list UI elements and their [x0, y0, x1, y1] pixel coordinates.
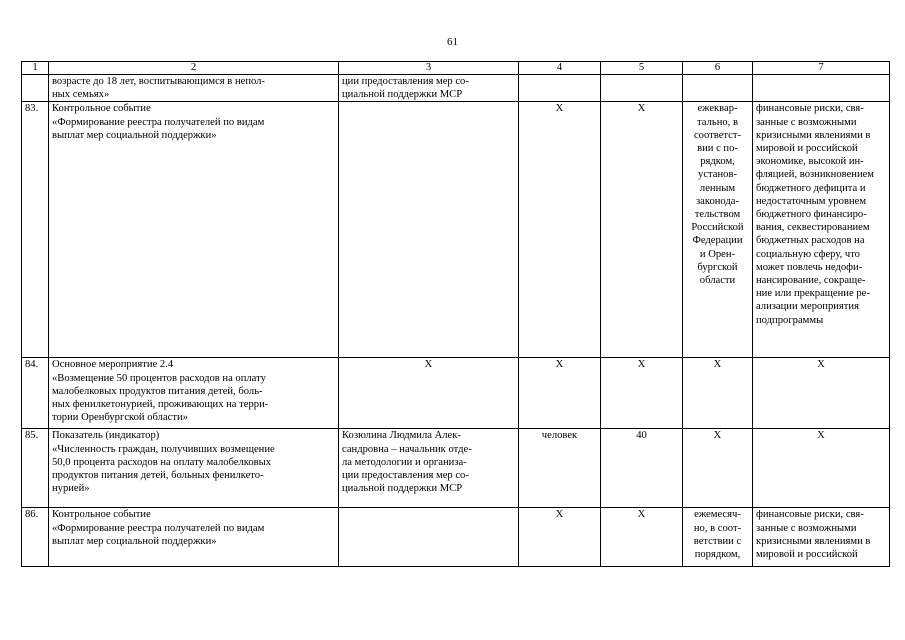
header-cell: 3: [339, 62, 519, 75]
row-description: Контрольное событие «Формирование реестра получателей по видам выплат мер социальной поддержки»: [49, 102, 339, 358]
row-value: X: [601, 508, 683, 567]
table-row: [22, 508, 890, 567]
header-cell: 1: [22, 62, 49, 75]
row-number: 85.: [22, 429, 49, 508]
row-unit: [519, 75, 601, 102]
header-row: [22, 62, 890, 75]
row-value: X: [601, 102, 683, 358]
row-description: Основное мероприятие 2.4 «Возмещение 50 процентов расходов на оплату малобелковых продуктов питания детей, боль- ных фенилкетонурией, проживающих на терри- тории Оренбургской области»: [49, 358, 339, 429]
header-cell: 5: [601, 62, 683, 75]
table-row: [22, 358, 890, 429]
row-value: X: [601, 358, 683, 429]
row-value: [601, 75, 683, 102]
row-responsible: X: [339, 358, 519, 429]
row-responsible: [339, 508, 519, 567]
row-period: X: [683, 358, 753, 429]
header-cell: 2: [49, 62, 339, 75]
row-unit: человек: [519, 429, 601, 508]
row-period: ежемесяч- но, в соот- ветствии с порядком,: [683, 508, 753, 567]
row-number: [22, 75, 49, 102]
row-period: [683, 75, 753, 102]
row-period: X: [683, 429, 753, 508]
row-responsible: Козюлина Людмила Алек- сандровна – начальник отде- ла методологии и организа- ции предоставления мер со- циальной поддержки МСР: [339, 429, 519, 508]
row-risks: финансовые риски, свя- занные с возможными кризисными явлениями в мировой и российской: [753, 508, 890, 567]
table-row: [22, 429, 890, 508]
table-row: [22, 102, 890, 358]
page-number: 61: [447, 36, 458, 48]
row-risks: финансовые риски, свя- занные с возможными кризисными явлениями в мировой и российской экономике, высокой ин- фляцией, возникновением бюджетного дефицита и недостаточным уровнем бюджетного финансиро- вания, секвестированием бюджетных расходов на социальную сферу, что может повлечь недофи- нансирование, сокраще- ние или прекращение ре- ализации мероприятия подпрограммы: [753, 102, 890, 358]
row-risks: X: [753, 358, 890, 429]
row-description: Показатель (индикатор) «Численность граждан, получивших возмещение 50,0 процента расходов на оплату малобелковых продуктов питания детей, больных фенилкето- нурией»: [49, 429, 339, 508]
row-responsible: ции предоставления мер со- циальной поддержки МСР: [339, 75, 519, 102]
row-unit: X: [519, 508, 601, 567]
row-description: возрасте до 18 лет, воспитывающимся в непол- ных семьях»: [49, 75, 339, 102]
header-cell: 7: [753, 62, 890, 75]
row-period: ежеквар- тально, в соответст- вии с по- рядком, установ- ленным законода- тельством Российской Федерации и Орен- бургской области: [683, 102, 753, 358]
row-risks: [753, 75, 890, 102]
table-row: [22, 75, 890, 102]
plan-table: [21, 61, 890, 567]
row-risks: X: [753, 429, 890, 508]
row-unit: X: [519, 358, 601, 429]
header-cell: 4: [519, 62, 601, 75]
row-description: Контрольное событие «Формирование реестра получателей по видам выплат мер социальной поддержки»: [49, 508, 339, 567]
row-unit: X: [519, 102, 601, 358]
row-value: 40: [601, 429, 683, 508]
row-number: 83.: [22, 102, 49, 358]
header-cell: 6: [683, 62, 753, 75]
row-number: 84.: [22, 358, 49, 429]
row-responsible: [339, 102, 519, 358]
row-number: 86.: [22, 508, 49, 567]
